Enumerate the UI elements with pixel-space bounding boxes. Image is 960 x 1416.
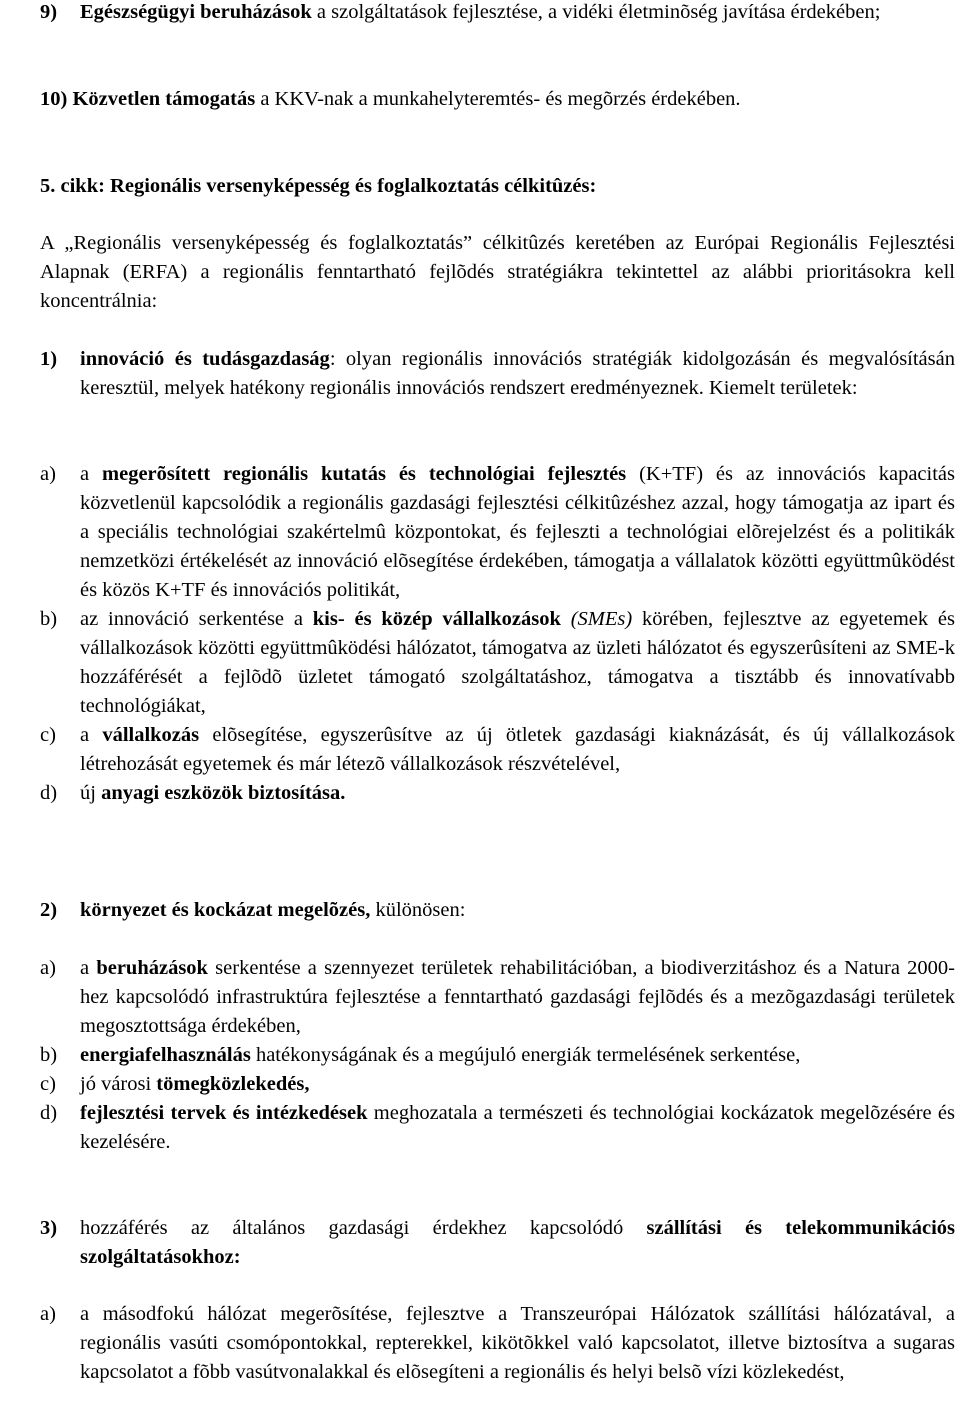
list-item: d) fejlesztési tervek és intézkedések meghozatala a természeti és technológiai kockázatok megelõzésére és kezelésére. [40, 1102, 955, 1153]
list-item: a) a megerõsített regionális kutatás és technológiai fejlesztés (K+TF) és az innovációs kapacitás közvetlenül kapcsolódik a regionális gazdasági fejlesztési célkitûzéshez azzal, hogy támogatja az ipart és a speciális technológiai szakértelmû központokat, és fejleszti a technológiai elõrejelzést és a politikák nemzetközi értékelését az innováció elõsegítése érdekében, támogatja a vállalatok közötti együttmûködést és közös K+TF és innovációs politikát, [40, 463, 955, 601]
priority-3: 3) hozzáférés az általános gazdasági érdekhez kapcsolódó szállítási és telekommunikációs szolgáltatásokhoz: [40, 1214, 955, 1272]
priority-title: innováció és tudásgazdaság [80, 348, 330, 370]
list-item: a) a beruházások serkentése a szennyezet területek rehabilitációban, a biodiverzitáshoz és a Natura 2000-hez kapcsolódó infrastruktúra fejlesztése a fenntartható gazdasági fejlõdés és a mezõgazdasági területek megosztottsága érdekében, [40, 957, 955, 1037]
priority-2-subitems [40, 954, 955, 1157]
list-item: a) a másodfokú hálózat megerõsítése, fejlesztve a Transzeurópai Hálózatok szállítási hálózatával, a regionális vasúti csomópontokkal, repterekkel, kikötõkkel való kapcsolatot, illetve biztosítva a sugaras kapcsolatot a fõbb vasútvonalakkal és elõsegíteni a regionális és helyi belsõ vízi közlekedést, [40, 1303, 955, 1383]
priority-1-subitems [40, 460, 955, 808]
list-item: c) a vállalkozás elõsegítése, egyszerûsítve az új ötletek gazdasági kiaknázását, és új vállalkozások létrehozását egyetemek és már létezõ vállalkozások részvételével, [40, 724, 955, 775]
article-heading: 5. cikk: Regionális versenyképesség és foglalkoztatás célkitûzés: [40, 175, 597, 197]
list-item [40, 0, 955, 27]
priority-2: 2) környezet és kockázat megelõzés, különösen: [40, 896, 955, 925]
priority-1: 1) innováció és tudásgazdaság: olyan regionális innovációs stratégiák kidolgozásán és megvalósításán keresztül, melyek hatékony regionális innovációs rendszert eredményeznek. Kiemelt területek: [40, 345, 955, 403]
item-number: 10) [40, 88, 68, 110]
item-number: 9) [40, 1, 58, 23]
priority-title: környezet és kockázat megelõzés, [80, 899, 371, 921]
list-item: b) energiafelhasználás hatékonyságának és a megújuló energiák termelésének serkentése, [40, 1044, 801, 1066]
list-item: b) az innováció serkentése a kis- és közép vállalkozások (SMEs) körében, fejlesztve az egyetemek és vállalkozások közötti együttmûködési hálózatot, támogatva az üzleti hálózatot és egyszerûsíteni az SME-k hozzáférését a fejlõdõ üzletet támogató szolgáltatáshoz, támogatva a tisztább és innovatívabb technológiákat, [40, 608, 956, 717]
list-item [40, 85, 955, 114]
item-text: Közvetlen támogatás a KKV-nak a munkahelyteremtés- és megõrzés érdekében. [72, 88, 741, 110]
priority-title: szállítási és telekommunikációs szolgáltatásokhoz: [80, 1217, 955, 1268]
item-text: Egészségügyi beruházások a szolgáltatások fejlesztése, a vidéki életminõség javítása érdekében; [80, 1, 881, 23]
priority-number: 3) [40, 1217, 58, 1239]
list-item: c) jó városi tömegközlekedés, [40, 1073, 310, 1095]
article-intro: A „Regionális versenyképesség és foglalkoztatás” célkitûzés keretében az Európai Regionális Fejlesztési Alapnak (ERFA) a regionális fenntartható fejlõdés stratégiákra tekintettel az alábbi prioritásokra kell koncentrálnia: [40, 232, 955, 312]
list-item: d) új anyagi eszközök biztosítása. [40, 782, 346, 804]
priority-number: 1) [40, 348, 58, 370]
priority-number: 2) [40, 899, 58, 921]
priority-3-subitems [40, 1300, 955, 1387]
